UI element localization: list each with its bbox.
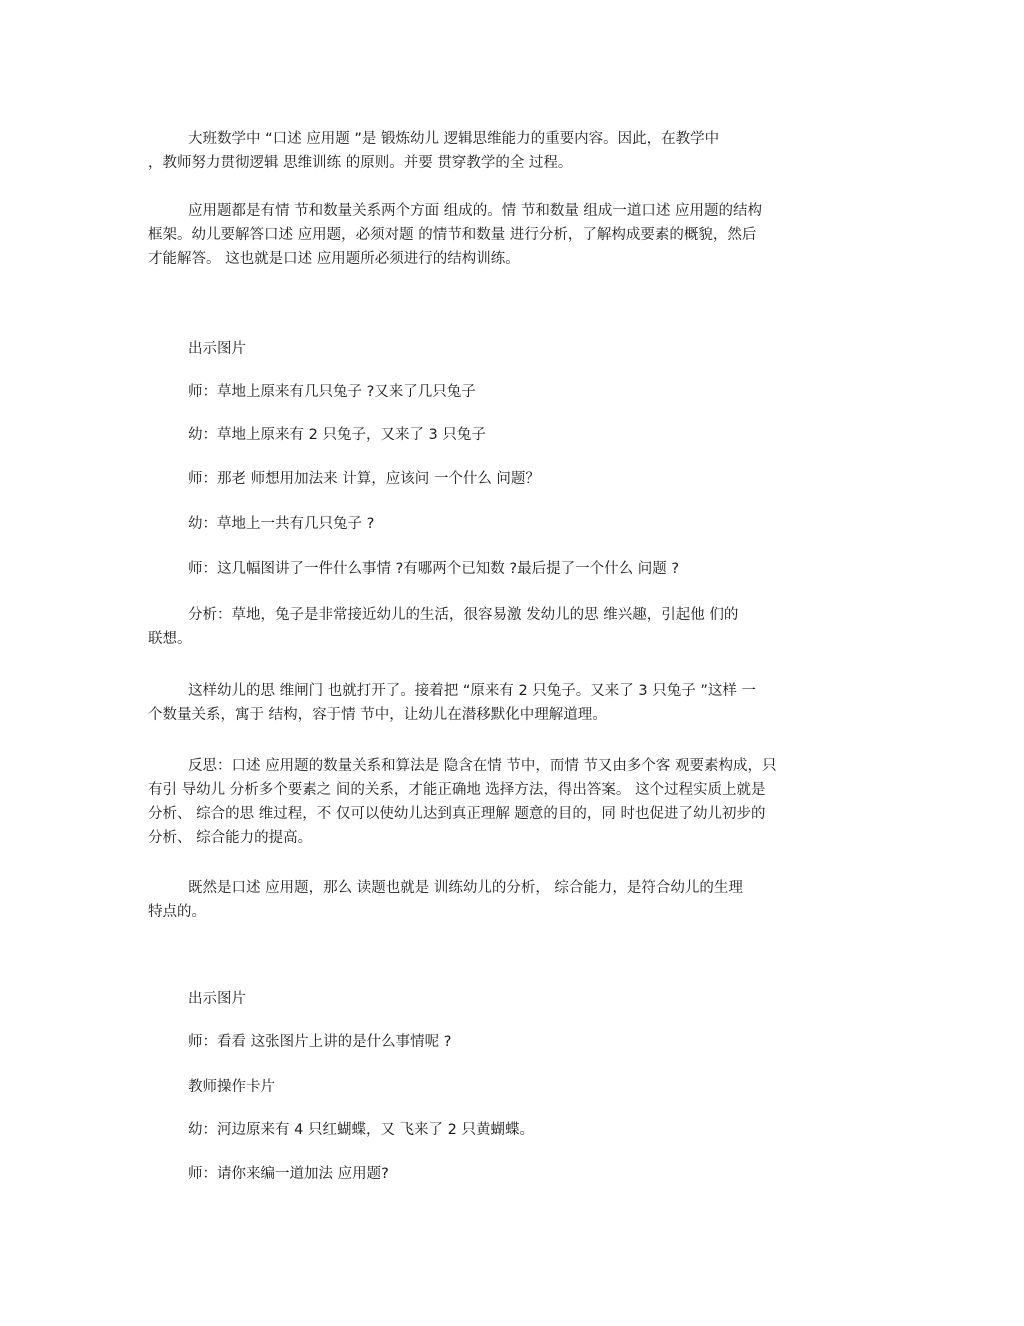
- thinking-line-2: 个数量关系，寓于 结构，容于情 节中，让幼儿在潜移默化中理解道理。: [148, 707, 607, 723]
- dialogue-line: 师：这几幅图讲了一件什么事情 ?有哪两个已知数 ?最后提了一个什么 问题 ?: [188, 561, 680, 577]
- thinking-line-1: 这样幼儿的思 维闸门 也就打开了。接着把 “原来有 2 只兔子。又来了 3 只兔子 ”这样 一: [188, 683, 756, 699]
- analysis-line-2: 联想。: [148, 631, 192, 647]
- analysis-line-1: 分析：草地，兔子是非常接近幼儿的生活，很容易激 发幼儿的思 维兴趣，引起他 们的: [188, 607, 739, 623]
- dialogue-line: 幼：草地上原来有 2 只兔子，又来了 3 只兔子: [188, 427, 486, 443]
- intro-paragraph: [148, 127, 878, 175]
- dialogue-line: 师：那老 师想用加法来 计算，应该问 一个什么 问题？: [188, 471, 540, 487]
- section-1-heading: 出示图片: [188, 341, 246, 357]
- conclusion-paragraph: [148, 876, 878, 924]
- structure-line-1: 应用题都是有情 节和数量关系两个方面 组成的。情 节和数量 组成一道口述 应用题的结构: [188, 203, 763, 219]
- structure-paragraph: [148, 199, 878, 271]
- intro-line-1: 大班数学中 “口述 应用题 ”是 锻炼幼儿 逻辑思维能力的重要内容。因此，在教学中: [188, 131, 720, 147]
- dialogue-line: 幼：河边原来有 4 只红蝴蝶，又 飞来了 2 只黄蝴蝶。: [188, 1122, 534, 1138]
- section-2-heading: 出示图片: [188, 991, 246, 1007]
- reflection-line-1: 反思：口述 应用题的数量关系和算法是 隐含在情 节中，而情 节又由多个客 观要素构成，只: [188, 758, 777, 774]
- dialogue-line: 师：看看 这张图片上讲的是什么事情呢 ?: [188, 1034, 452, 1050]
- reflection-line-4: 分析、 综合能力的提高。: [148, 830, 313, 846]
- analysis-paragraph: [148, 603, 878, 651]
- conclusion-line-2: 特点的。: [148, 904, 206, 920]
- conclusion-line-1: 既然是口述 应用题，那么 读题也就是 训练幼儿的分析， 综合能力，是符合幼儿的生理: [188, 880, 743, 896]
- dialogue-line: 教师操作卡片: [188, 1079, 275, 1095]
- structure-line-2: 框架。幼儿要解答口述 应用题，必须对题 的情节和数量 进行分析，了解构成要素的概貌，然后: [148, 227, 757, 243]
- structure-line-3: 才能解答。 这也就是口述 应用题所必须进行的结构训练。: [148, 251, 520, 267]
- reflection-line-3: 分析、 综合的思 维过程，不 仅可以使幼儿达到真正理解 题意的目的，同 时也促进了幼儿初步的: [148, 806, 766, 822]
- dialogue-line: 师：请你来编一道加法 应用题?: [188, 1166, 389, 1182]
- thinking-paragraph: [148, 679, 878, 727]
- reflection-line-2: 有引 导幼儿 分析多个要素之 间的关系，才能正确地 选择方法，得出答案。 这个过程实质上就是: [148, 782, 766, 798]
- reflection-paragraph: [148, 754, 878, 850]
- intro-line-2: ，教师努力贯彻逻辑 思维训练 的原则。并要 贯穿教学的全 过程。: [148, 155, 573, 171]
- dialogue-line: 师：草地上原来有几只兔子 ?又来了几只兔子: [188, 384, 476, 400]
- dialogue-line: 幼：草地上一共有几只兔子 ?: [188, 516, 375, 532]
